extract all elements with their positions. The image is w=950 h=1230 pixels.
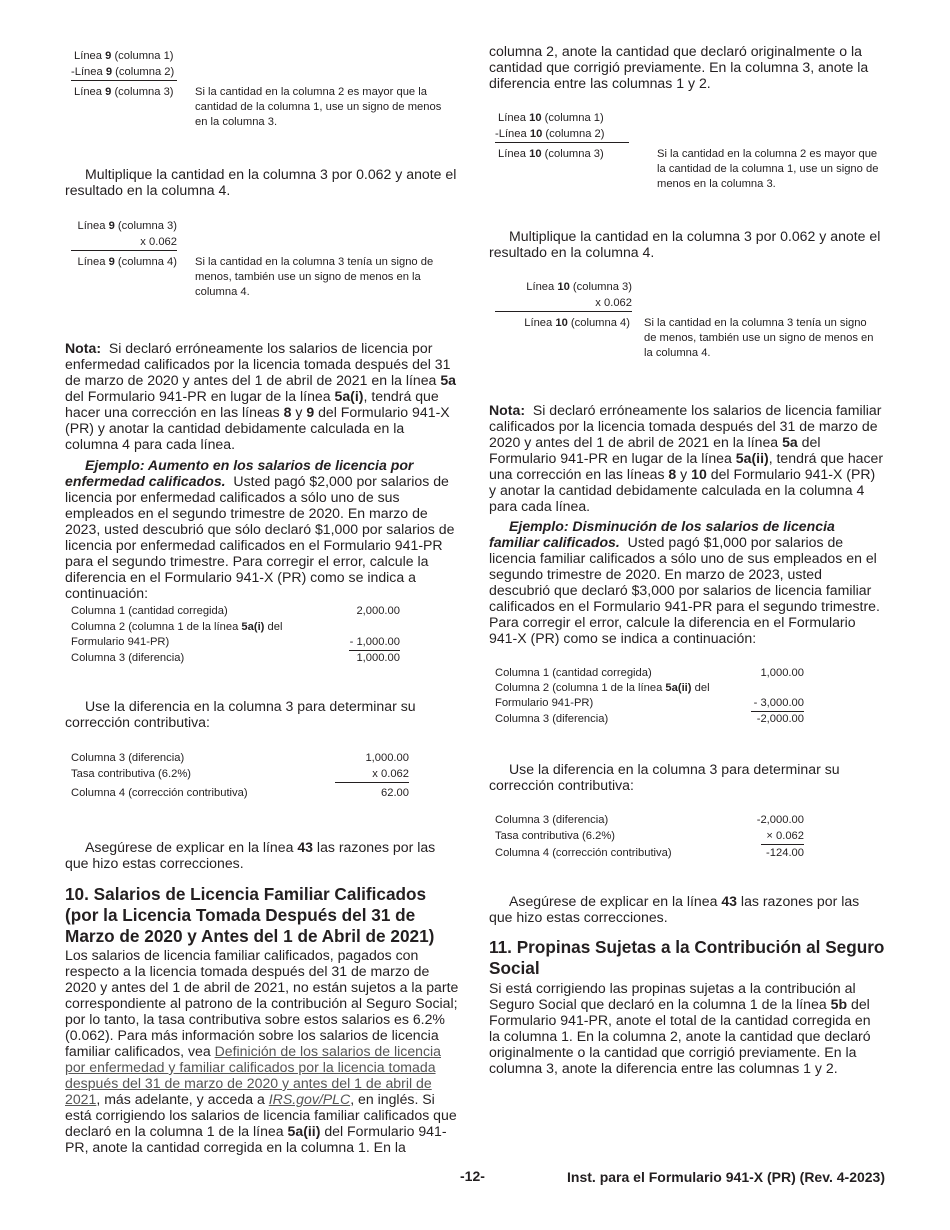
l-t1-r3-value: 1,000.00 <box>356 652 400 664</box>
r-t2-r1-value: -2,000.00 <box>756 814 804 826</box>
left-ejemplo-text: Usted pagó $2,000 por salarios de licencia por enfermedad calificados a sólo uno de sus empleados en el segundo trimestre de 2020. En marzo de 2023, usted descubrió que sólo declaró $1,000 por salarios de licencia por enfermedad calificados en el Formulario 941-PR para el segundo trimestre. Para corregir el error, calcule la diferencia en el Formulario 941-X (PR) como se indica a continuación: <box>65 473 455 601</box>
wk9b-row3: Línea 9 (columna 4) <box>77 256 177 268</box>
left-ejemplo <box>65 457 461 601</box>
left-nota-label: Nota: <box>65 340 102 356</box>
l-t1-r2-value: - 1,000.00 <box>349 635 400 651</box>
right-asegurese: Asegúrese de explicar en la línea 43 las razones por las que hizo estas correcciones. <box>489 893 860 925</box>
r-t2-r3-label: Columna 4 (corrección contributiva) <box>495 847 672 859</box>
wk9-row3-text: Línea 9 (columna 3) <box>74 86 174 98</box>
r-t1-r2-label: Columna 2 (columna 1 de la línea 5a(ii) del Formulario 941-PR) <box>495 682 710 709</box>
r-t2-r2-value: × 0.062 <box>761 829 804 845</box>
right-multiply-text: Multiplique la cantidad en la columna 3 por 0.062 y anote el resultado en la columna 4. <box>489 228 881 260</box>
right-ejemplo-text: Usted pagó $1,000 por salarios de licencia familiar calificados a sólo uno de sus empleados en el segundo trimestre de 2020. En marzo de 2023, usted descubrió que declaró $3,000 por salarios de licencia familiar calificados en el Formulario 941-PR para el segundo trimestre. Para corregir el error, calcule la diferencia en el Formulario 941-X (PR) como se indica a continuación: <box>489 534 880 646</box>
l-t2-r1-label: Columna 3 (diferencia) <box>71 752 185 764</box>
section-10-heading: 10. Salarios de Licencia Familiar Calificados (por la Licencia Tomada Después del 31 de Marzo de 2020 y Antes del 1 de Abril de 2021) <box>65 884 435 946</box>
page-number: -12- <box>460 1168 485 1184</box>
wk9-row1 <box>74 49 194 64</box>
section-11-body: Si está corrigiendo las propinas sujetas a la contribución al Seguro Social que declaró en la columna 1 de la línea 5b del Formulario 941-PR, anote el total de la cantidad corregida en la columna 1. En la columna 2, anote la cantidad que declaró originalmente o la cantidad que corrigió previamente. En la columna 3, anote la diferencia entre las columnas 1 y 2. <box>489 980 871 1076</box>
wk9-row3 <box>74 85 194 100</box>
left-asegurese: Asegúrese de explicar en la línea 43 las razones por las que hizo estas correcciones. <box>65 839 436 871</box>
l-t1-r1-label: Columna 1 (cantidad corregida) <box>71 605 228 617</box>
irs-plc-link[interactable]: IRS.gov/PLC <box>268 1091 351 1107</box>
right-use-diff: Use la diferencia en la columna 3 para determinar su corrección contributiva: <box>489 761 840 793</box>
wk9b-note: Si la cantidad en la columna 3 tenía un signo de menos, también use un signo de menos en la columna 4. <box>195 256 434 298</box>
section-10-body: Los salarios de licencia familiar calificados, pagados con respecto a la licencia tomada después del 31 de marzo de 2020 y antes del 1 de abril de 2021, no están sujetos a la parte correspondiente al patrono de la contribución al Seguro Social; por lo tanto, la tasa contributiva sobre estos salarios es 6.2% (0.062). Para más información sobre los salarios de licencia familiar calificados, vea Definición de los salarios de licencia por enfermedad y familiar calificados por la licencia tomada después del 31 de marzo de 2020 y antes del 1 de abril de 2021, más adelante, y acceda a IRS.gov/PLC, en inglés. Si está corrigiendo los salarios de licencia familiar calificados que declaró en la columna 1 de la línea 5a(ii) del Formulario 941-PR, anote la cantidad corregida en la columna 1. En la <box>65 947 459 1155</box>
wk9b-row1: Línea 9 (columna 3) <box>77 220 177 232</box>
right-ejemplo-title: Ejemplo: Disminución de los salarios de licencia familiar calificados. <box>489 518 835 550</box>
wk10-note: Si la cantidad en la columna 2 es mayor que la cantidad de la columna 1, use un signo de menos en la columna 3. <box>657 148 879 190</box>
wk9-row2-text: -Línea 9 (columna 2) <box>71 66 175 78</box>
left-nota: Nota: Si declaró erróneamente los salarios de licencia por enfermedad calificados por la licencia tomada después del 31 de marzo de 2020 y antes del 1 de abril de 2021 en la línea 5a del Formulario 941-PR en lugar de la línea 5a(i), tendrá que hacer una corrección en las líneas 8 y 9 del Formulario 941-X (PR) y anotar la cantidad debidamente calculada en la columna 4 para cada línea. <box>65 340 457 452</box>
wk10-row3: Línea 10 (columna 3) <box>498 148 604 160</box>
r-t1-r3-value: -2,000.00 <box>756 713 804 725</box>
l-t1-r1-value: 2,000.00 <box>356 605 400 617</box>
r-t1-r1-label: Columna 1 (cantidad corregida) <box>495 667 652 679</box>
wk10-row2: -Línea 10 (columna 2) <box>495 127 629 143</box>
document-title: Inst. para el Formulario 941-X (PR) (Rev. 4-2023) <box>567 1169 885 1185</box>
r-t2-r3-value: -124.00 <box>766 847 804 859</box>
l-t2-r1-value: 1,000.00 <box>365 752 409 764</box>
section-11-heading: 11. Propinas Sujetas a la Contribución al Seguro Social <box>489 937 885 978</box>
l-t2-r3-label: Columna 4 (corrección contributiva) <box>71 787 248 799</box>
wk9-note: Si la cantidad en la columna 2 es mayor que la cantidad de la columna 1, use un signo de menos en la columna 3. <box>195 86 442 128</box>
wk10-row1: Línea 10 (columna 1) <box>498 112 604 124</box>
l-t1-r3-label: Columna 3 (diferencia) <box>71 652 185 664</box>
right-ejemplo <box>489 518 885 646</box>
right-nota: Nota: Si declaró erróneamente los salarios de licencia familiar calificados por la licencia tomada después del 31 de marzo de 2020 y antes del 1 de abril de 2021 en la línea 5a del Formulario 941-PR en lugar de la línea 5a(ii), tendrá que hacer una corrección en las líneas 8 y 10 del Formulario 941-X (PR) y anotar la cantidad debidamente calculada en la columna 4 para cada línea. <box>489 402 884 514</box>
wk10b-row2: x 0.062 <box>495 296 632 312</box>
left-multiply-text: Multiplique la cantidad en la columna 3 por 0.062 y anote el resultado en la columna 4. <box>65 166 457 198</box>
l-t2-r3-value: 62.00 <box>381 787 409 799</box>
l-t2-r2-value: x 0.062 <box>335 767 409 783</box>
left-use-diff: Use la diferencia en la columna 3 para determinar su corrección contributiva: <box>65 698 416 730</box>
r-t2-r2-label: Tasa contributiva (6.2%) <box>495 830 616 842</box>
r-t1-r3-label: Columna 3 (diferencia) <box>495 713 609 725</box>
l-t1-r2-label: Columna 2 (columna 1 de la línea 5a(i) del Formulario 941-PR) <box>71 621 283 648</box>
r-t1-r2-value: - 3,000.00 <box>751 696 804 712</box>
r-t2-r1-label: Columna 3 (diferencia) <box>495 814 609 826</box>
left-ejemplo-title: Ejemplo: Aumento en los salarios de licencia por enfermedad calificados. <box>65 457 414 489</box>
l-t2-r2-label: Tasa contributiva (6.2%) <box>71 768 192 780</box>
right-intro: columna 2, anote la cantidad que declaró originalmente o la cantidad que corrigió previamente. En la columna 3, anote la diferencia entre las columnas 1 y 2. <box>489 43 869 91</box>
r-t1-r1-value: 1,000.00 <box>760 667 804 679</box>
wk10b-row3: Línea 10 (columna 4) <box>524 317 630 329</box>
wk9-row2 <box>71 65 177 81</box>
wk10b-row1: Línea 10 (columna 3) <box>526 281 632 293</box>
wk9-row1-text: Línea 9 (columna 1) <box>74 50 174 62</box>
wk10b-note: Si la cantidad en la columna 3 tenía un signo de menos, también use un signo de menos en la columna 4. <box>644 317 874 359</box>
right-nota-label: Nota: <box>489 402 526 418</box>
definition-link[interactable]: Definición de los salarios de licencia por enfermedad y familiar calificados por la licencia tomada después del 31 de marzo de 2020 y antes del 1 de abril de 2021 <box>65 1043 442 1107</box>
wk9b-row2: x 0.062 <box>71 235 177 251</box>
